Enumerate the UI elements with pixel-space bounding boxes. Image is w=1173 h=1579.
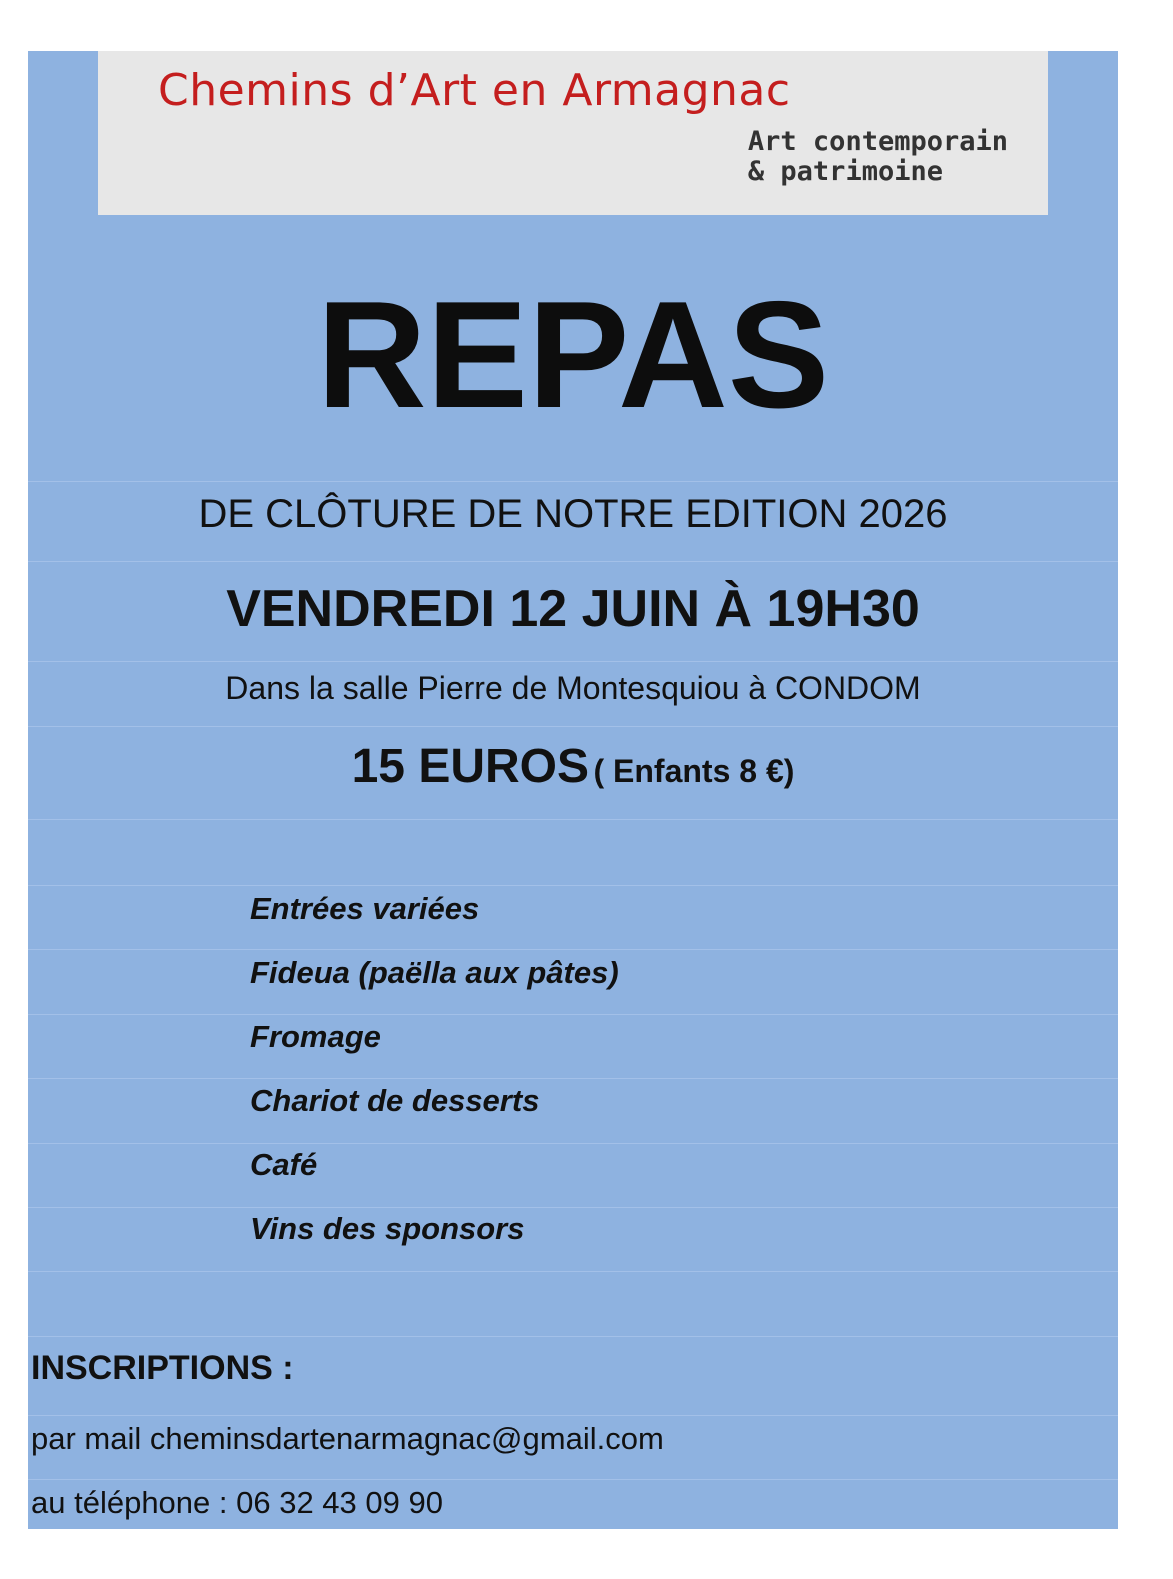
- divider-line: [28, 726, 1118, 727]
- inscriptions-phone: au téléphone : 06 32 43 09 90: [31, 1485, 443, 1520]
- menu-list: [250, 887, 619, 1271]
- divider-line: [28, 1479, 1118, 1480]
- divider-line: [28, 661, 1118, 662]
- menu-item: Fideua (paëlla aux pâtes): [250, 955, 619, 990]
- divider-line: [28, 1336, 1118, 1337]
- association-logo: [98, 51, 1048, 215]
- logo-title: Chemins d’Art en Armagnac: [158, 65, 791, 116]
- inscriptions-email: par mail cheminsdartenarmagnac@gmail.com: [31, 1421, 664, 1456]
- logo-subtitle: [748, 127, 1008, 187]
- inscriptions-heading: INSCRIPTIONS :: [31, 1349, 294, 1387]
- divider-line: [28, 481, 1118, 482]
- divider-line: [28, 819, 1118, 820]
- logo-subtitle-line: Art contemporain: [747, 126, 1008, 157]
- divider-line: [28, 561, 1118, 562]
- menu-item: Café: [250, 1147, 318, 1182]
- event-date-time: VENDREDI 12 JUIN À 19H30: [226, 580, 920, 638]
- price-child: ( Enfants 8 €): [593, 753, 795, 789]
- menu-item: Entrées variées: [250, 891, 480, 926]
- divider-line: [28, 885, 1118, 886]
- event-headline: REPAS: [316, 270, 830, 440]
- event-venue: Dans la salle Pierre de Montesquiou à CONDOM: [225, 670, 921, 706]
- divider-line: [28, 1415, 1118, 1416]
- divider-line: [28, 1271, 1118, 1272]
- event-subheadline: DE CLÔTURE DE NOTRE EDITION 2026: [198, 492, 948, 536]
- event-price: [28, 739, 1118, 806]
- flyer-poster: [28, 51, 1118, 1529]
- menu-item: Vins des sponsors: [250, 1211, 525, 1246]
- menu-item: Fromage: [250, 1019, 381, 1054]
- price-adult: 15 EUROS: [351, 740, 590, 793]
- menu-item: Chariot de desserts: [250, 1083, 540, 1118]
- logo-subtitle-line: & patrimoine: [747, 156, 943, 187]
